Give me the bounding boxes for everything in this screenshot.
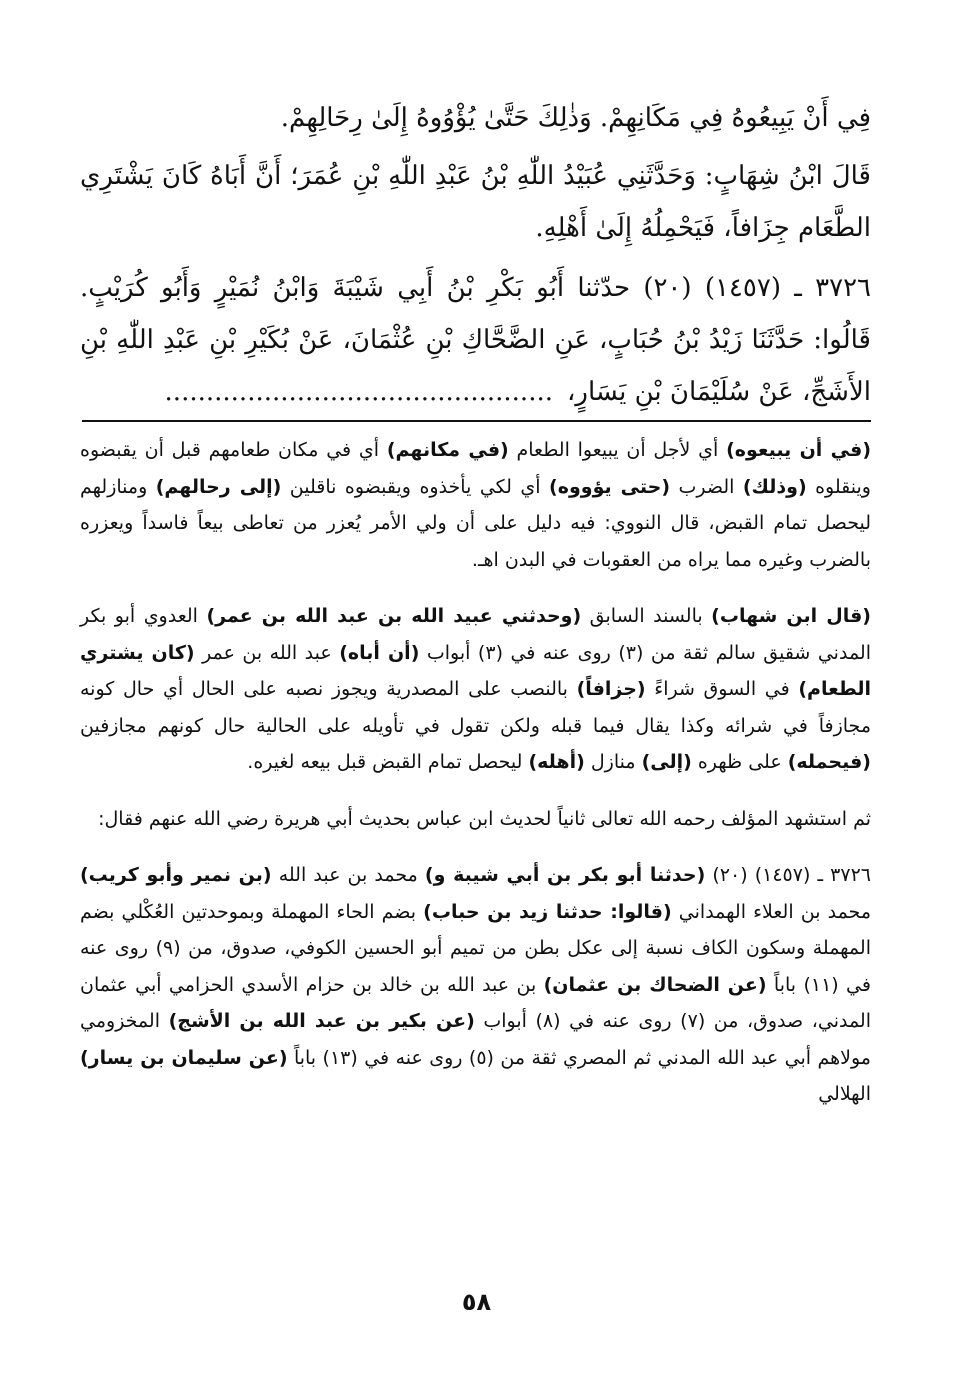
text-segment: بن عبد الله بن خالد بن حزام الأسدي الحزامي أبي عثمان المدني، صدوق، من (٧) روى عنه في (٨) أبواب xyxy=(80,973,872,1032)
bold-quote-segment: (إلى) xyxy=(641,751,692,773)
text-segment: بضم الحاء المهملة وبموحدتين العُكْلي بضم المهملة وسكون الكاف نسبة إلى عكل بطن من تميم أبو الحسين الكوفي، صدوق، من (٩) روى عنه في (١١) باباً xyxy=(80,900,871,996)
bold-quote-segment: (في مكانهم) xyxy=(386,439,509,461)
commentary-paragraph-1 xyxy=(80,432,871,578)
text-segment: بالنصب على المصدرية ويجوز نصبه على الحال أي حال كونه مجازفاً في شرائه وكذا يقال فيما قبله ولكن تقول في تأويله على الحالية حال كونهم مجازفين xyxy=(80,678,871,737)
bold-quote-segment: (أهله) xyxy=(528,751,585,773)
bold-quote-segment: (عن الضحاك بن عثمان) xyxy=(543,973,767,996)
text-segment: بالسند السابق xyxy=(581,605,712,627)
hadith-line-1: فِي أَنْ يَبِيعُوهُ فِي مَكَانِهِمْ. وَذٰلِكَ حَتَّىٰ يُؤْوُوهُ إِلَىٰ رِحَالِهِمْ. xyxy=(280,103,871,133)
text-segment: أي لأجل أن يبيعوا الطعام xyxy=(508,439,727,461)
bold-quote-segment: (عن سليمان بن يسار) xyxy=(80,1046,288,1069)
commentary-paragraph-3 xyxy=(80,801,871,838)
bold-quote-segment: (وذلك) xyxy=(742,475,807,498)
text-segment: منازل xyxy=(584,751,642,773)
text-segment: على ظهره xyxy=(691,751,788,773)
bold-quote-segment: (عن بكير بن عبد الله بن الأشج) xyxy=(168,1010,475,1032)
text-segment: المخزومي مولاهم أبي عبد الله المدني ثم المصري ثقة من (٥) روى عنه في (١٣) باباً xyxy=(80,1010,871,1069)
text-segment: ٣٧٢٦ ـ (١٤٥٧) (٢٠) xyxy=(705,864,871,886)
text-segment: الهلالي xyxy=(818,1083,871,1105)
text-segment: ثم استشهد المؤلف رحمه الله تعالى ثانياً لحديث ابن عباس بحديث أبي هريرة رضي الله عنهم فقال: xyxy=(98,807,871,830)
commentary xyxy=(80,432,871,1133)
text-segment: العدوي أبو بكر المدني شقيق سالم ثقة من (٣) روى عنه في (٣) أبواب xyxy=(80,605,871,664)
text-segment: عبد الله بن عمر xyxy=(194,641,340,664)
text-segment: محمد بن عبد الله xyxy=(271,864,425,886)
commentary-paragraph-2 xyxy=(80,598,871,781)
bold-quote-segment: (قال ابن شهاب) xyxy=(711,605,871,627)
hadith-paragraph-ibn-shihab: قَالَ ابْنُ شِهَابٍ: وَحَدَّثَنِي عُبَيْدُ اللّٰهِ بْنُ عَبْدِ اللّٰهِ بْنِ عُمَرَ؛ أَنَّ أَبَاهُ كَانَ يَشْتَرِي الطَّعَام جِزَافاً، فَيَحْمِلُهُ إِلَىٰ أَهْلِهِ. xyxy=(80,161,871,243)
text-segment: ليحصل تمام القبض قبل بيعه لغيره. xyxy=(247,751,529,773)
bold-quote-segment: (حدثنا أبو بكر بن أبي شيبة و) xyxy=(424,864,706,886)
bold-quote-segment: (أن أباه) xyxy=(339,641,420,664)
bold-quote-segment: (وحدثني عبيد الله بن عبد الله بن عمر) xyxy=(206,605,582,627)
text-segment: ومنازلهم ليحصل تمام القبض، قال النووي: فيه دليل على أن ولي الأمر يُعزر من تعاطى بيعاً فاسداً ويعزره بالضرب وغيره مما يراه من العقوبات في البدن اهـ. xyxy=(80,475,871,571)
bold-quote-segment: (حتى يؤووه) xyxy=(549,475,671,498)
text-segment: أي لكي يأخذوه ويقبضوه ناقلين xyxy=(281,475,550,498)
hadith-isnad-text: ٣٧٢٦ ـ (١٤٥٧) (٢٠) حدّثنا أَبُو بَكْرِ بْنُ أَبِي شَيْبَةَ وَابْنُ نُمَيْرٍ وَأَبُو كُرَيْبٍ. قَالُوا: حَدَّثَنَا زَيْدُ بْنُ حُبَابٍ، عَنِ الضَّحَّاكِ بْنِ عُثْمَانَ، عَنْ بُكَيْرِ بْنِ عَبْدِ اللّٰهِ بْنِ الأَشَجِّ، عَنْ سُلَيْمَانَ بْنِ يَسَارٍ، xyxy=(80,273,871,407)
hadith-text xyxy=(80,92,871,426)
text-segment: محمد بن العلاء الهمداني xyxy=(671,900,871,923)
bold-quote-segment: (فيحمله) xyxy=(787,751,871,773)
text-segment: في السوق شراءً xyxy=(645,678,799,700)
bold-quote-segment: (بن نمير وأبو كريب) xyxy=(80,864,272,886)
hadith-paragraph-isnad xyxy=(80,262,871,418)
page-number: ٥٨ xyxy=(461,1288,492,1316)
bold-quote-segment: (جزافاً) xyxy=(576,678,646,700)
continuation-dots: ............................................... xyxy=(164,377,553,407)
bold-quote-segment: (إلى رحالهم) xyxy=(155,475,282,498)
commentary-paragraph-4 xyxy=(80,857,871,1113)
bold-quote-segment: (كان يشتري الطعام) xyxy=(80,641,871,700)
footnote-divider xyxy=(82,420,871,422)
bold-quote-segment: (قالوا: حدثنا زيد بن حباب) xyxy=(423,900,672,923)
bold-quote-segment: (في أن يبيعوه) xyxy=(726,439,872,461)
text-segment: أي في مكان طعامهم قبل أن يقبضوه وينقلوه xyxy=(80,439,871,498)
text-segment: الضرب xyxy=(670,475,743,498)
